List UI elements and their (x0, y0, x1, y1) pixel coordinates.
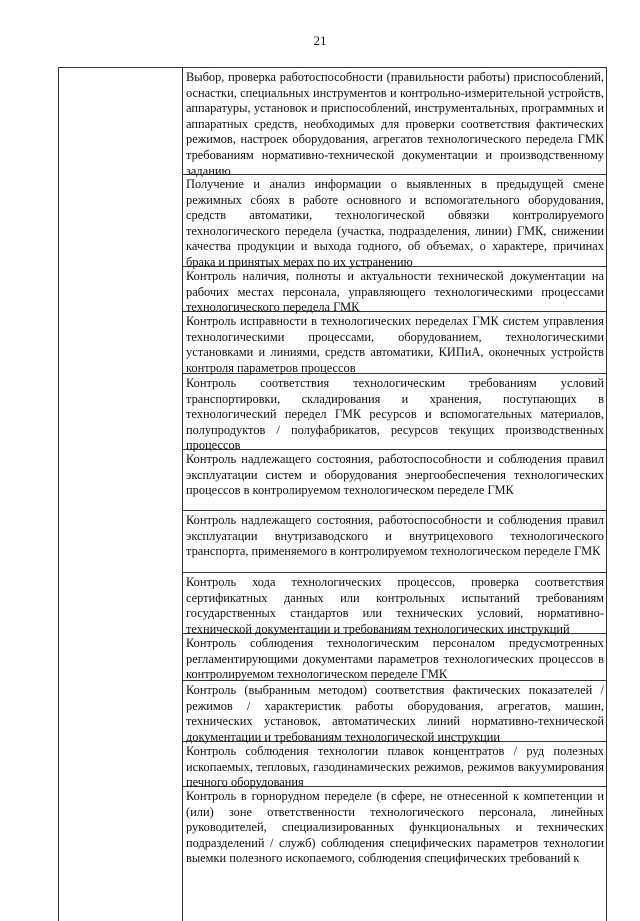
table-row (183, 787, 606, 880)
row-text: Контроль надлежащего состояния, работоспособности и соблюдения правил эксплуатации систем и оборудования энергообеспечения технологических процессов в контролируемом технологическом переделе ГМК (186, 452, 604, 498)
row-text: Контроль (выбранным методом) соответствия фактических показателей / режимов / характеристик работы оборудования, агрегатов, машин, технических установок, автоматических линий нормативно-технической документации и требованиям технологической инструкции (186, 683, 604, 744)
table-row (183, 312, 606, 374)
row-text: Получение и анализ информации о выявленных в предыдущей смене режимных сбоях в работе основного и вспомогательного оборудования, средств автоматики, технологической обвязки контролируемого технологического передела (участка, подразделения, линии) ГМК, снижении качества продукции и выхода годного, об объемах, о характере, причинах брака и принятых мерах по их устранению (186, 177, 604, 269)
row-text: Контроль хода технологических процессов, проверка соответствия сертификатных данных или контрольных испытаний требованиям государственных стандартов или технических условий, нормативно-технической документации и требованиям технологических инструкций (186, 575, 604, 636)
table-row (183, 681, 606, 742)
table-row (183, 267, 606, 315)
row-text: Контроль в горнорудном переделе (в сфере, не отнесенной к компетенции и (или) зоне ответственности технологического персонала, линейных руководителей, специализированных функциональных и технических подразделений / служб) соблюдения специфических параметров технологии выемки полезного ископаемого, соблюдения специфических требований к (186, 789, 604, 866)
row-text: Контроль соблюдения технологии плавок концентратов / руд полезных ископаемых, тепловых, газодинамических режимов, режимов вакуумирования печного оборудования (186, 744, 604, 790)
table-row (183, 742, 606, 790)
page-number: 21 (313, 33, 327, 48)
table-right-column (183, 68, 606, 880)
table-row (183, 175, 606, 267)
table-row (183, 511, 606, 573)
row-text: Контроль исправности в технологических переделах ГМК систем управления технологическими процессами, оборудованием, технологическими установками и линиями, средств автоматики, КИПиА, оконечных устройств контроля параметров процессов (186, 314, 604, 375)
table-row (183, 374, 606, 453)
table-row (183, 573, 606, 634)
row-text: Контроль наличия, полноты и актуальности технической документации на рабочих местах персонала, управляющего технологическими процессами технологического передела ГМК (186, 269, 604, 315)
row-text: Контроль соответствия технологическим требованиям условий транспортировки, складирования и хранения, поступающих в технологический передел ГМК ресурсов и вспомогательных материалов, полупродуктов / полуфабрикатов, ресурсов текущих производственных процессов (186, 376, 604, 453)
row-text: Выбор, проверка работоспособности (правильности работы) приспособлений, оснастки, специальных инструментов и контрольно-измерительной устройств, аппаратуры, установок и приспособлений, инструментальных, программных и аппаратных средств, необходимых для проверки соответствия фактических режимов, настроек оборудования, агрегатов технологического передела ГМК требованиям нормативно-технической документации и производственному заданию (186, 70, 604, 178)
table-row (183, 634, 606, 681)
labor-functions-table (58, 67, 607, 921)
table-left-column (59, 68, 183, 921)
table-row (183, 68, 606, 178)
row-text: Контроль соблюдения технологическим персоналом предусмотренных регламентирующими документами параметров технологических процессов в контролируемом технологическом переделе ГМК (186, 636, 604, 682)
table-row (183, 450, 606, 511)
row-text: Контроль надлежащего состояния, работоспособности и соблюдения правил эксплуатации внутризаводского и внутрицехового технологического транспорта, применяемого в контролируемом технологическом переделе ГМК (186, 513, 604, 559)
